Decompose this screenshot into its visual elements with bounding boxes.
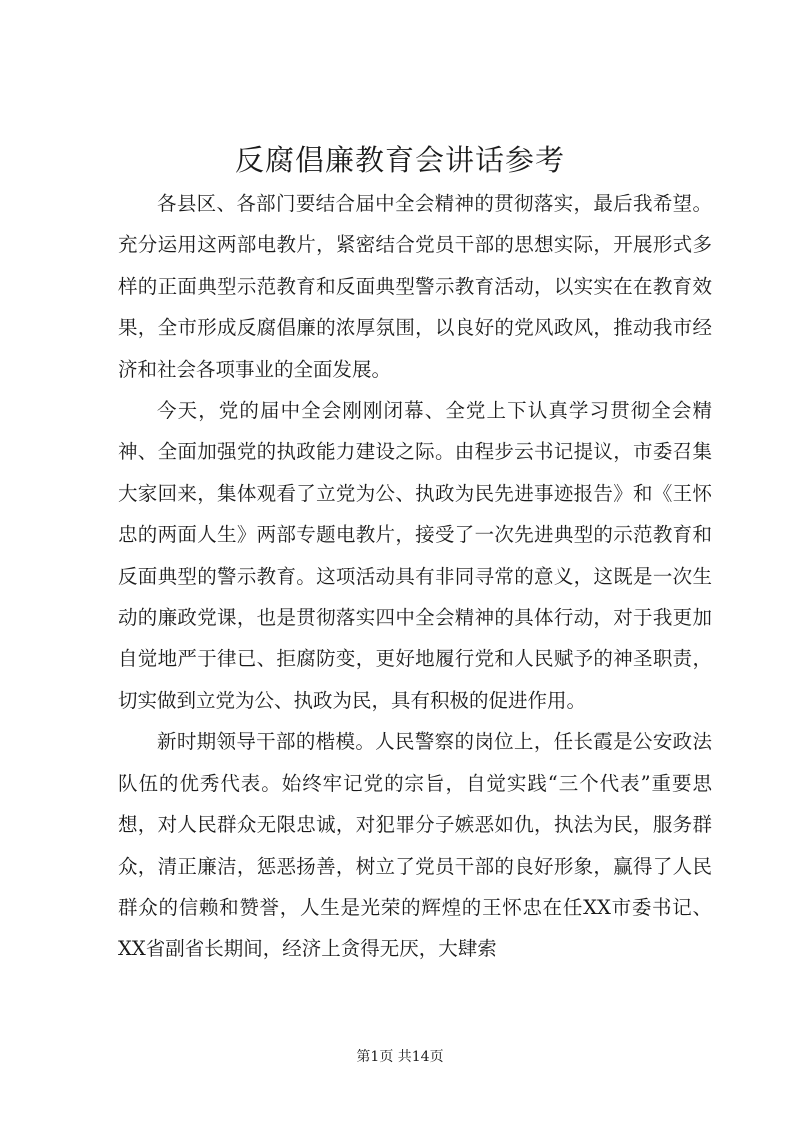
- page-footer: 第1页 共14页: [356, 1049, 444, 1065]
- paragraph: 各县区、各部门要结合届中全会精神的贯彻落实，最后我希望。充分运用这两部电教片，紧密结合党员干部的思想实际，开展形式多样的正面典型示范教育和反面典型警示教育活动，以实实在在教育效果，全市形成反腐倡廉的浓厚氛围，以良好的党风政风，推动我市经济和社会各项事业的全面发展。: [118, 192, 712, 381]
- paragraph: 新时期领导干部的楷模。人民警察的岗位上，任长霞是公安政法队伍的优秀代表。始终牢记党的宗旨，自觉实践“三个代表”重要思想，对人民群众无限忠诚，对犯罪分子嫉恶如仇，执法为民，服务群众，清正廉洁，惩恶扬善，树立了党员干部的良好形象，赢得了人民群众的信赖和赞誉，人生是光荣的辉煌的王怀忠在任XX市委书记、XX省副省长期间，经济上贪得无厌，大肆索: [118, 730, 712, 961]
- paragraph: 今天，党的届中全会刚刚闭幕、全党上下认真学习贯彻全会精神、全面加强党的执政能力建设之际。由程步云书记提议，市委召集大家回来，集体观看了立党为公、执政为民先进事迹报告》和《王怀忠的两面人生》两部专题电教片，接受了一次先进典型的示范教育和反面典型的警示教育。这项活动具有非同寻常的意义，这既是一次生动的廉政党课，也是贯彻落实四中全会精神的具体行动，对于我更加自觉地严于律已、拒腐防变，更好地履行党和人民赋予的神圣职责，切实做到立党为公、执政为民，具有积极的促进作用。: [118, 399, 712, 712]
- document-body: [118, 183, 712, 970]
- document-title: 反腐倡廉教育会讲话参考: [234, 143, 565, 177]
